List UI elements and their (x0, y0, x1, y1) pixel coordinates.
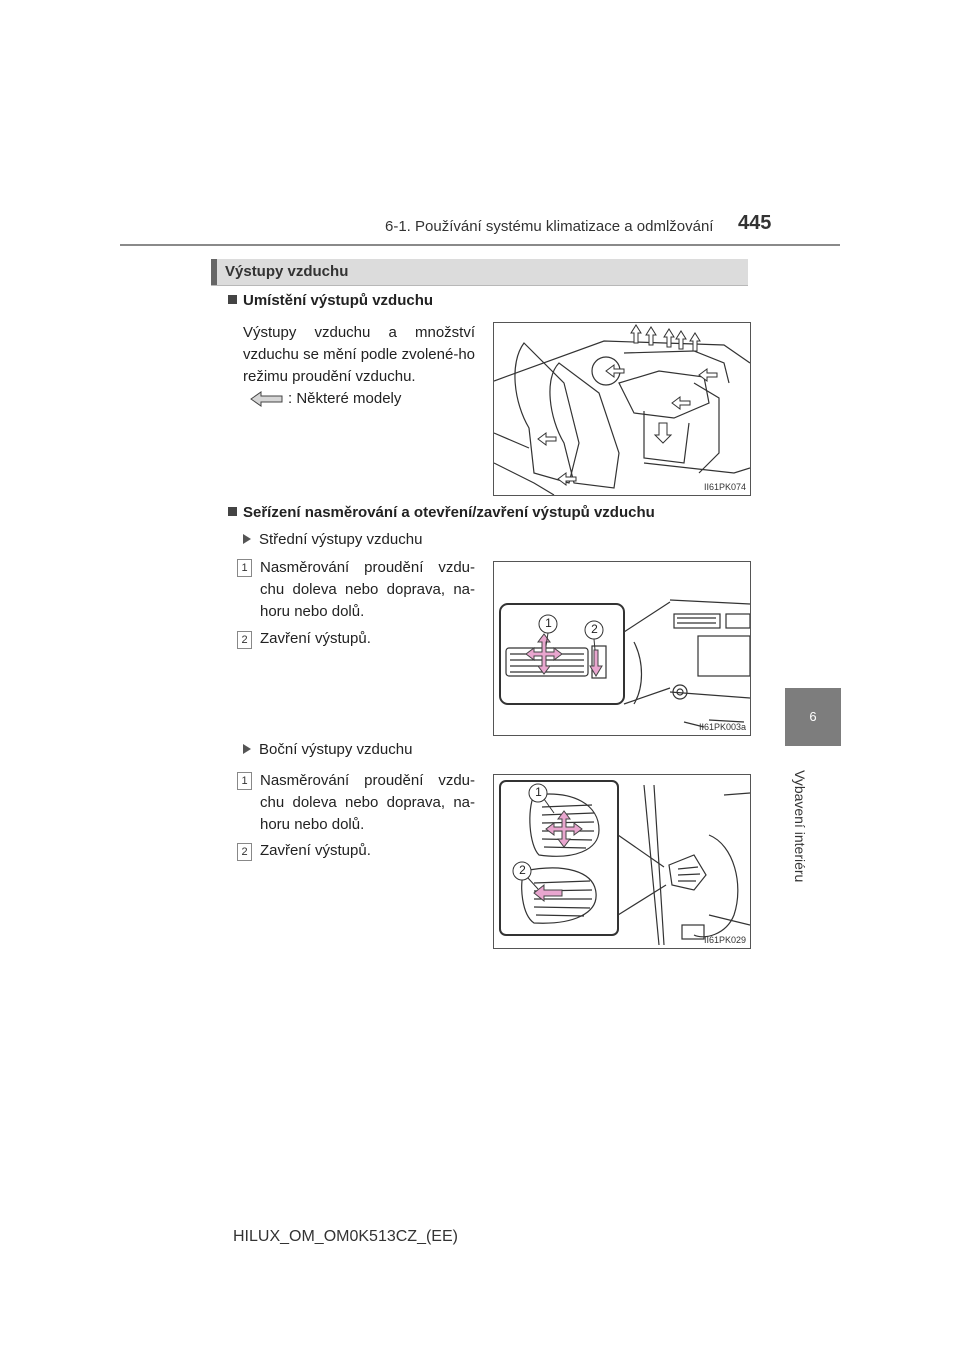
center-item-2-text: Zavření výstupů. (260, 630, 371, 647)
figure-id: II61PK003a (698, 722, 746, 732)
triangle-bullet-icon (243, 744, 251, 754)
header-divider (120, 244, 840, 246)
callout-2: 2 (591, 622, 598, 636)
document-code: HILUX_OM_OM0K513CZ_(EE) (233, 1228, 458, 1245)
cabin-illustration (494, 323, 750, 495)
section-bar-accent (211, 259, 217, 285)
side-item-2-text: Zavření výstupů. (260, 842, 371, 859)
chapter-label-text: Vybavení interiéru (792, 770, 808, 883)
figure-side-outlets (493, 774, 751, 949)
figure-id: II61PK074 (703, 482, 746, 492)
center-outlets-title: Střední výstupy vzduchu (259, 531, 423, 548)
side-item-1-text: Nasměrování proudění vzdu-chu doleva nebo doprava, na-horu nebo dolů. (260, 772, 475, 833)
side-outlets-title: Boční výstupy vzduchu (259, 741, 413, 758)
step-number: 1 (237, 772, 252, 790)
figure-air-outlet-locations (493, 322, 751, 496)
subheading-adjust-text: Seřízení nasměrování a otevření/zavření výstupů vzduchu (243, 504, 655, 521)
subheading-adjust (228, 504, 655, 521)
triangle-bullet-icon (243, 534, 251, 544)
location-paragraph: Výstupy vzduchu a množství vzduchu se mění podle zvolené-ho režimu proudění vzduchu. (243, 324, 475, 385)
center-outlets-heading (243, 531, 422, 548)
step-number: 2 (237, 843, 252, 861)
side-vent-illustration (494, 775, 750, 948)
center-item-1-text: Nasměrování proudění vzdu-chu doleva nebo doprava, na-horu nebo dolů. (260, 559, 475, 620)
callout-1: 1 (535, 785, 542, 799)
callout-2: 2 (519, 863, 526, 877)
subheading-location-text: Umístění výstupů vzduchu (243, 292, 434, 309)
section-title-bar (211, 259, 748, 286)
square-bullet-icon (228, 295, 237, 304)
side-outlets-heading (243, 741, 412, 758)
chapter-tab: 6 (785, 688, 841, 746)
page-number: 445 (738, 212, 772, 234)
subheading-location (228, 292, 433, 309)
legend-text: : Některé modely (288, 390, 402, 407)
figure-id: II61PK029 (703, 935, 746, 945)
square-bullet-icon (228, 507, 237, 516)
some-models-arrow-icon (250, 390, 284, 408)
step-number: 1 (237, 559, 252, 577)
running-header-section: 6-1. Používání systému klimatizace a odmlžování (385, 218, 714, 235)
section-title: Výstupy vzduchu (225, 263, 349, 280)
callout-1: 1 (545, 616, 552, 630)
chapter-label (792, 770, 818, 900)
center-vent-illustration (494, 562, 750, 735)
figure-center-outlets (493, 561, 751, 736)
step-number: 2 (237, 631, 252, 649)
